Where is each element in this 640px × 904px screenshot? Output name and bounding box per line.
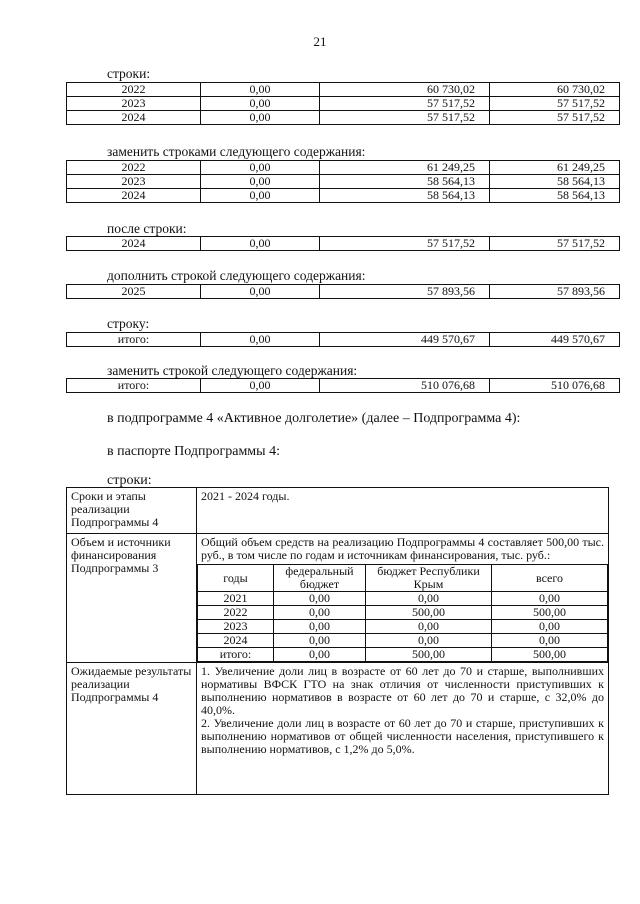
passport-table	[66, 487, 609, 795]
finance-cell: 2021	[198, 592, 274, 606]
year-cell: 2024	[67, 189, 201, 203]
passport-row-terms	[67, 488, 609, 534]
table-after-row	[66, 236, 620, 251]
table-add-row	[66, 284, 620, 299]
regional-cell: 57 517,52	[320, 97, 490, 111]
paragraph-passport: в паспорте Подпрограммы 4:	[107, 444, 280, 459]
table-old-years	[66, 82, 620, 125]
federal-cell: 0,00	[201, 189, 320, 203]
federal-cell: 0,00	[201, 285, 320, 299]
passport-value-results	[197, 663, 609, 795]
finance-header-cell: всего	[492, 565, 608, 592]
finance-description: Общий объем средств на реализацию Подпрограммы 4 составляет 500,00 тыс. руб., в том числе по годам и источникам финансирования, тыс. руб.:	[201, 535, 604, 562]
table-row	[67, 189, 620, 203]
finance-header-row	[198, 565, 608, 592]
total-cell: 58 564,13	[490, 175, 620, 189]
regional-cell: 510 076,68	[320, 379, 490, 393]
finance-cell: 2024	[198, 634, 274, 648]
total-cell: 57 517,52	[490, 97, 620, 111]
paragraph-subprogram: в подпрограмме 4 «Активное долголетие» (далее – Подпрограмма 4):	[107, 411, 521, 426]
federal-cell: 0,00	[201, 237, 320, 251]
passport-row-results	[67, 663, 609, 795]
page-number: 21	[313, 34, 327, 49]
passport-label-terms: Сроки и этапы реализации Подпрограммы 4	[67, 488, 197, 534]
federal-cell: 0,00	[201, 111, 320, 125]
finance-cell: 0,00	[492, 620, 608, 634]
total-cell: 57 517,52	[490, 237, 620, 251]
finance-cell: 0,00	[274, 606, 366, 620]
finance-cell: 0,00	[492, 592, 608, 606]
finance-cell: 0,00	[274, 648, 366, 662]
passport-value-terms: 2021 - 2024 годы.	[197, 488, 609, 534]
table-row	[67, 379, 620, 393]
result-item-1: 1. Увеличение доли лиц в возрасте от 60 лет до 70 и старше, выполнивших нормативы ВФСК ГТО на знак отличия от численности приступивших к выполнению нормативов в возрасте от 60 лет до 70 и старше, с 32,0% до 40,0%.	[201, 664, 604, 717]
finance-header-cell: годы	[198, 565, 274, 592]
finance-cell: 0,00	[366, 634, 492, 648]
finance-cell: 2023	[198, 620, 274, 634]
table-new-years	[66, 160, 620, 203]
year-cell: итого:	[67, 379, 201, 393]
year-cell: итого:	[67, 333, 201, 347]
finance-cell: 0,00	[274, 620, 366, 634]
federal-cell: 0,00	[201, 379, 320, 393]
table-row	[67, 285, 620, 299]
section-label-line: строку:	[107, 316, 150, 331]
total-cell: 60 730,02	[490, 83, 620, 97]
table-row	[67, 97, 620, 111]
finance-header-cell: федеральный бюджет	[274, 565, 366, 592]
table-row	[67, 175, 620, 189]
year-cell: 2024	[67, 237, 201, 251]
result-item-2: 2. Увеличение доли лиц в возрасте от 60 лет до 70 и старше, приступивших к выполнению нормативов от общей численности населения, приступившего к выполнению нормативов, с 1,2% до 5,0%.	[201, 716, 604, 756]
finance-table	[197, 564, 608, 662]
finance-cell: 500,00	[366, 606, 492, 620]
section-label-lines: строки:	[107, 66, 151, 81]
finance-cell: 500,00	[492, 606, 608, 620]
regional-cell: 61 249,25	[320, 161, 490, 175]
regional-cell: 57 517,52	[320, 237, 490, 251]
table-row	[67, 237, 620, 251]
year-cell: 2022	[67, 161, 201, 175]
table-total-new	[66, 378, 620, 393]
federal-cell: 0,00	[201, 333, 320, 347]
section-label-replace: заменить строками следующего содержания:	[107, 144, 366, 159]
finance-row	[198, 634, 608, 648]
section-label-after: после строки:	[107, 221, 187, 236]
regional-cell: 58 564,13	[320, 175, 490, 189]
federal-cell: 0,00	[201, 161, 320, 175]
passport-row-finance	[67, 534, 609, 663]
finance-row	[198, 606, 608, 620]
finance-row	[198, 620, 608, 634]
passport-value-finance	[197, 534, 609, 663]
finance-cell: 0,00	[274, 634, 366, 648]
finance-header-cell: бюджет Республики Крым	[366, 565, 492, 592]
finance-cell: 2022	[198, 606, 274, 620]
regional-cell: 57 517,52	[320, 111, 490, 125]
passport-label-finance: Объем и источники финансирования Подпрограммы 3	[67, 534, 197, 663]
section-label-replace-total: заменить строкой следующего содержания:	[107, 363, 358, 378]
total-cell: 449 570,67	[490, 333, 620, 347]
year-cell: 2024	[67, 111, 201, 125]
table-row	[67, 333, 620, 347]
total-cell: 510 076,68	[490, 379, 620, 393]
total-cell: 61 249,25	[490, 161, 620, 175]
regional-cell: 449 570,67	[320, 333, 490, 347]
finance-cell: 0,00	[274, 592, 366, 606]
finance-cell: 0,00	[492, 634, 608, 648]
finance-cell: 0,00	[366, 592, 492, 606]
finance-cell: 500,00	[366, 648, 492, 662]
year-cell: 2023	[67, 97, 201, 111]
table-row	[67, 111, 620, 125]
regional-cell: 58 564,13	[320, 189, 490, 203]
table-total-old	[66, 332, 620, 347]
total-cell: 57 893,56	[490, 285, 620, 299]
federal-cell: 0,00	[201, 175, 320, 189]
year-cell: 2025	[67, 285, 201, 299]
finance-row	[198, 648, 608, 662]
finance-row	[198, 592, 608, 606]
section-label-add: дополнить строкой следующего содержания:	[107, 268, 366, 283]
paragraph-lines: строки:	[107, 473, 152, 488]
finance-cell: 500,00	[492, 648, 608, 662]
table-row	[67, 161, 620, 175]
federal-cell: 0,00	[201, 97, 320, 111]
regional-cell: 60 730,02	[320, 83, 490, 97]
finance-cell: итого:	[198, 648, 274, 662]
table-row	[67, 83, 620, 97]
year-cell: 2022	[67, 83, 201, 97]
total-cell: 58 564,13	[490, 189, 620, 203]
finance-cell: 0,00	[366, 620, 492, 634]
total-cell: 57 517,52	[490, 111, 620, 125]
federal-cell: 0,00	[201, 83, 320, 97]
regional-cell: 57 893,56	[320, 285, 490, 299]
passport-label-results: Ожидаемые результаты реализации Подпрограммы 4	[67, 663, 197, 795]
year-cell: 2023	[67, 175, 201, 189]
